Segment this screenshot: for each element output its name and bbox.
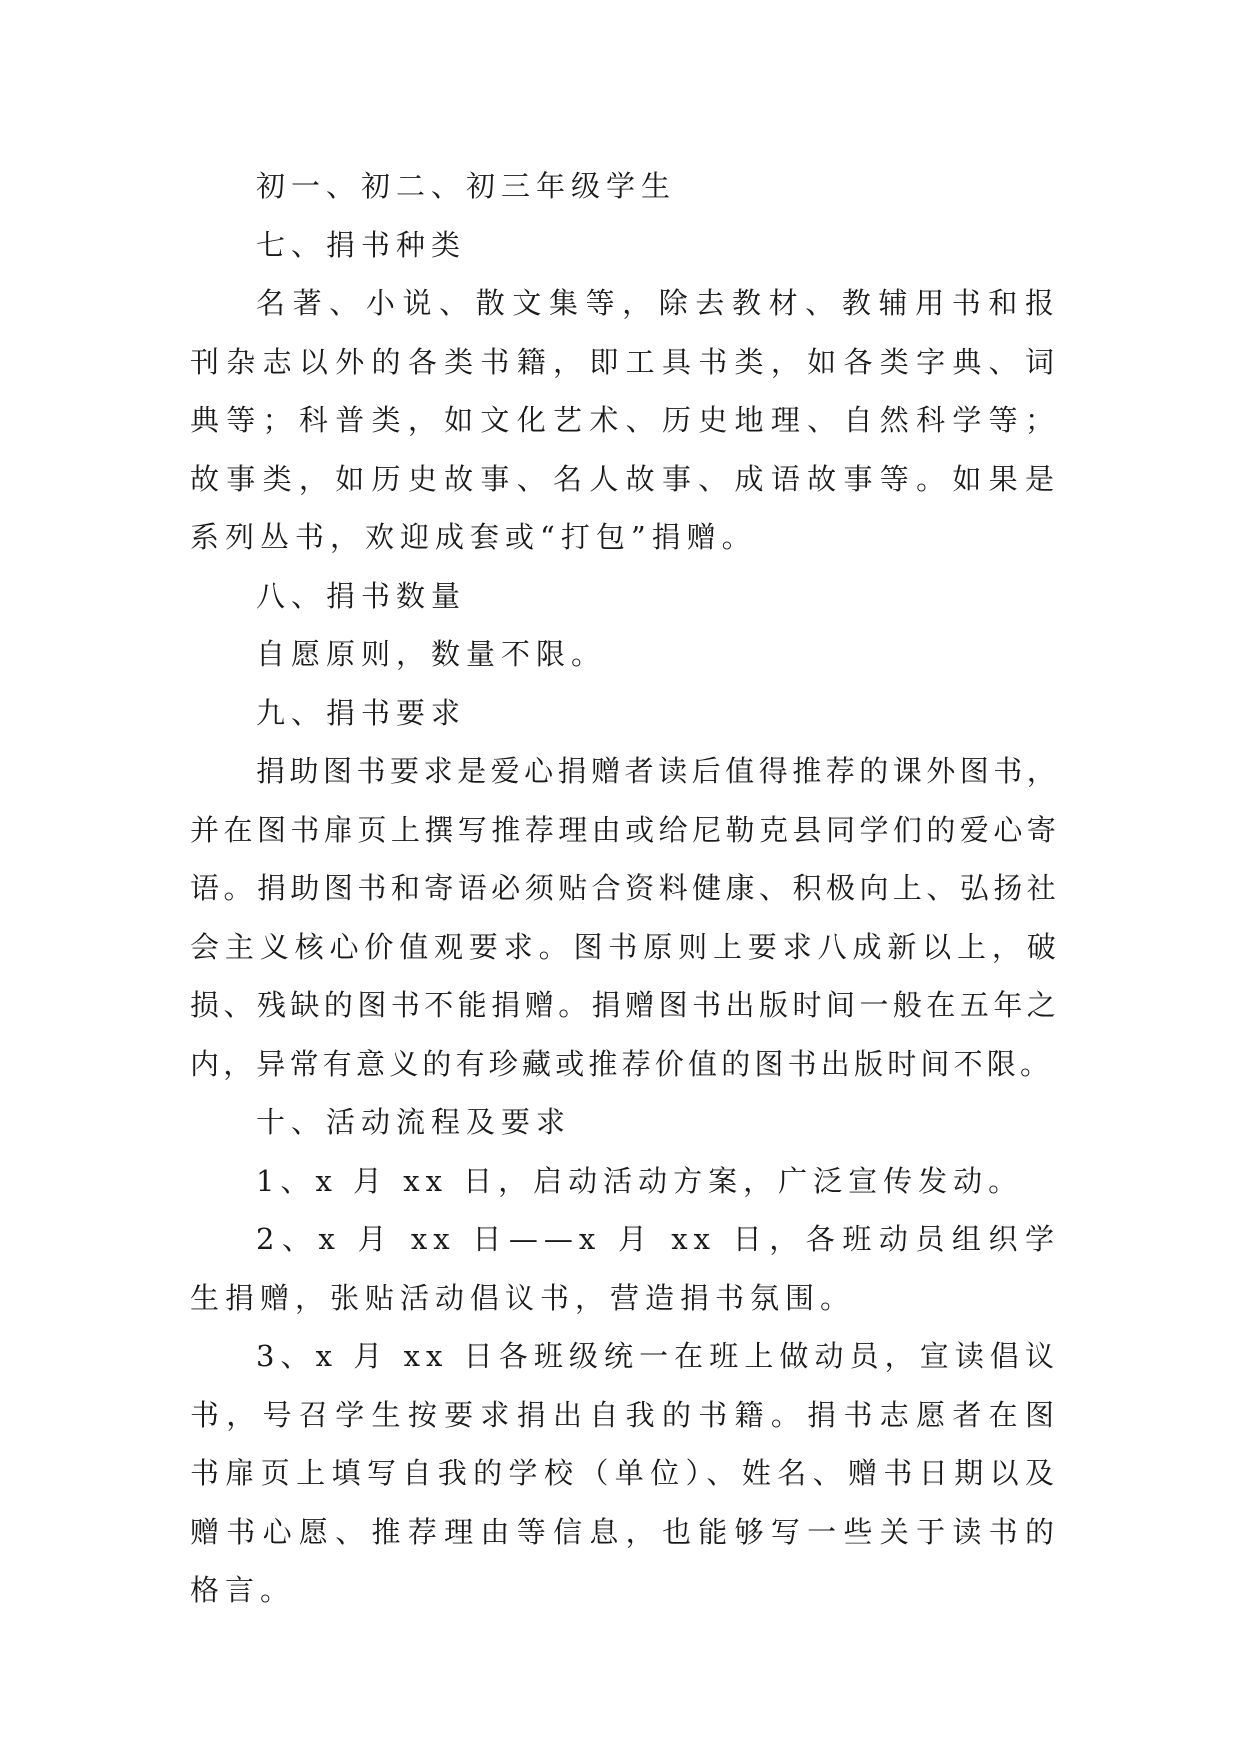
paragraph-book-quantity: 自愿原则，数量不限。 (256, 637, 607, 671)
document-body (190, 157, 1060, 1620)
paragraph-step-1: 1、x 月 xx 日，启动活动方案，广泛宣传发动。 (256, 1163, 1024, 1198)
paragraph-step-2: 2、x 月 xx 日——x 月 xx 日，各班动员组织学生捐赠，张贴活动倡议书，营造捐书氛围。 (190, 1222, 1060, 1315)
heading-book-quantity: 八、捐书数量 (256, 578, 467, 613)
paragraph-grades: 初一、初二、初三年级学生 (256, 169, 677, 203)
heading-activity-process: 十、活动流程及要求 (256, 1105, 572, 1139)
paragraph-book-types: 名著、小说、散文集等，除去教材、教辅用书和报刊杂志以外的各类书籍，即工具书类，如各类字典、词典等；科普类，如文化艺术、历史地理、自然科学等；故事类，如历史故事、名人故事、成语故事等。如果是系列丛书，欢迎成套或“打包”捐赠。 (190, 286, 1060, 554)
heading-book-types: 七、捐书种类 (256, 227, 467, 262)
paragraph-book-requirements: 捐助图书要求是爱心捐赠者读后值得推荐的课外图书，并在图书扉页上撰写推荐理由或给尼勒克县同学们的爱心寄语。捐助图书和寄语必须贴合资料健康、积极向上、弘扬社会主义核心价值观要求。图书原则上要求八成新以上，破损、残缺的图书不能捐赠。捐赠图书出版时间一般在五年之内，异常有意义的有珍藏或推荐价值的图书出版时间不限。 (190, 754, 1060, 1081)
paragraph-step-3: 3、x 月 xx 日各班级统一在班上做动员，宣读倡议书，号召学生按要求捐出自我的书籍。捐书志愿者在图书扉页上填写自我的学校（单位）、姓名、赠书日期以及赠书心愿、推荐理由等信息，也能够写一些关于读书的格言。 (190, 1339, 1060, 1607)
heading-book-requirements: 九、捐书要求 (256, 695, 467, 730)
